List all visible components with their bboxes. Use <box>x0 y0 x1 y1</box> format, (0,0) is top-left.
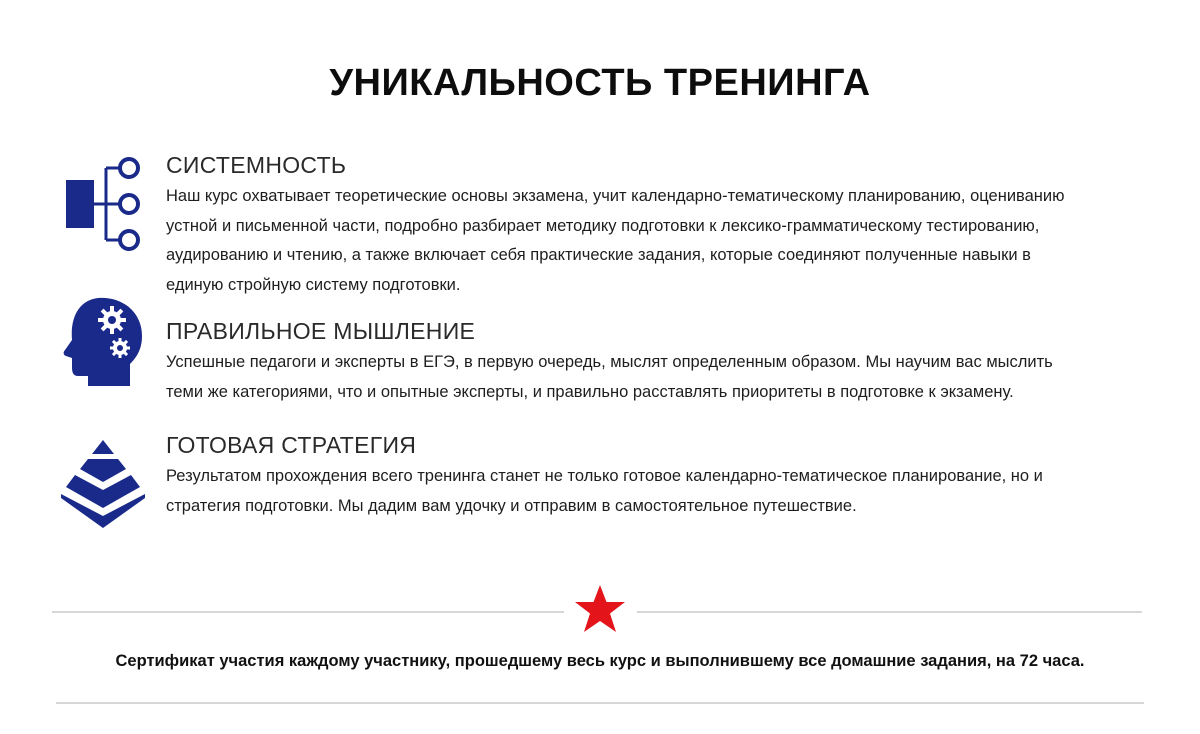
feature-text-line: теми же категориями, что и опытные эксперты, и правильно расставлять приоритеты в подготовке к экзамену. <box>166 382 1014 401</box>
pyramid-icon <box>58 438 148 530</box>
star-icon <box>574 584 626 634</box>
feature-title: СИСТЕМНОСТЬ <box>166 152 347 178</box>
feature-text-line: Успешные педагоги и эксперты в ЕГЭ, в первую очередь, мыслят определенным образом. Мы научим вас мыслить <box>166 353 1053 371</box>
feature-text-line: аудированию и чтению, а также включает себя практические задания, которые соединяют полученные навыки в <box>166 246 1031 264</box>
feature-text-line: Результатом прохождения всего тренинга станет не только готовое календарно-тематическое планирование, но и <box>166 467 1043 485</box>
feature-text <box>166 182 1126 300</box>
divider-right <box>637 611 1142 613</box>
feature-text <box>166 462 1126 521</box>
divider-bottom <box>56 702 1144 704</box>
feature-title: ПРАВИЛЬНОЕ МЫШЛЕНИЕ <box>166 318 476 344</box>
feature-text-line: устной и письменной части, подробно разбирает методику подготовки к лексико-грамматическому тестированию, <box>166 216 1040 235</box>
divider-left <box>52 611 564 613</box>
feature-title: ГОТОВАЯ СТРАТЕГИЯ <box>166 432 417 458</box>
certificate-note: Сертификат участия каждому участнику, прошедшему весь курс и выполнившему все домашние задания, на 72 часа. <box>115 652 1085 670</box>
page-title: УНИКАЛЬНОСТЬ ТРЕНИНГА <box>329 62 871 104</box>
feature-text <box>166 348 1126 407</box>
hierarchy-icon <box>64 154 144 254</box>
feature-text-line: Наш курс охватывает теоретические основы экзамена, учит календарно-тематическому планированию, оцениванию <box>166 187 1065 205</box>
head-gears-icon <box>62 296 146 388</box>
feature-text-line: стратегия подготовки. Мы дадим вам удочку и отправим в самостоятельное путешествие. <box>166 496 857 515</box>
feature-text-line: единую стройную систему подготовки. <box>166 275 461 294</box>
